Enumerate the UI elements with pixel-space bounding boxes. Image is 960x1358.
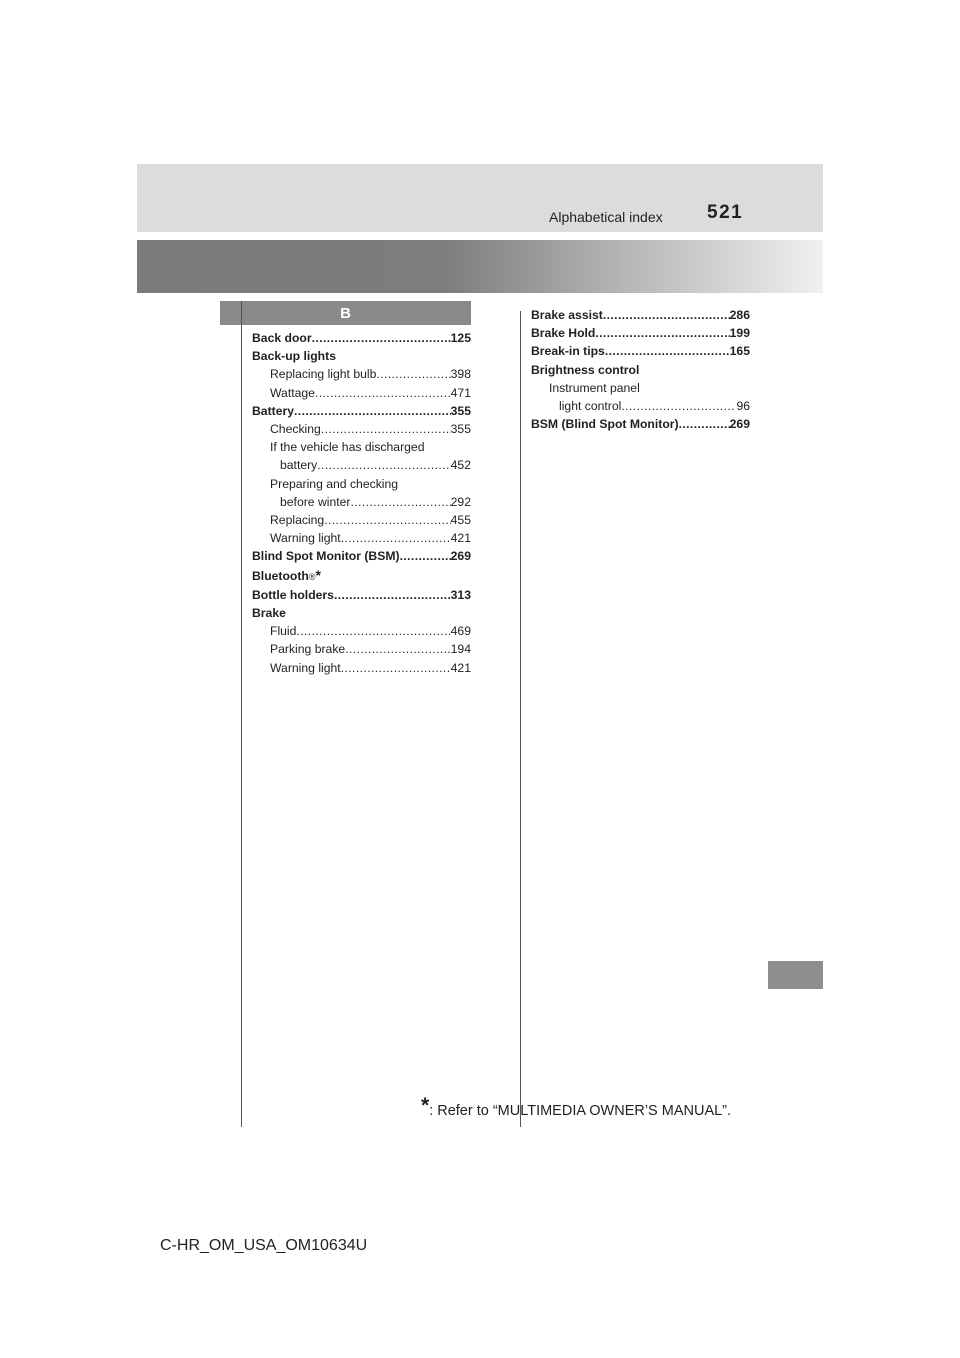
index-entry bbox=[252, 529, 471, 547]
dot-leader bbox=[621, 397, 736, 415]
dot-leader bbox=[294, 402, 451, 420]
index-entry-label: Battery bbox=[252, 403, 294, 418]
index-entry-page: 398 bbox=[450, 367, 471, 382]
index-entry-page: 355 bbox=[450, 403, 471, 418]
index-entry-label: Brightness control bbox=[531, 362, 640, 377]
index-entry-label: Wattage bbox=[270, 385, 315, 400]
index-entry bbox=[252, 640, 471, 658]
document-id: C-HR_OM_USA_OM10634U bbox=[160, 1237, 368, 1254]
dot-leader bbox=[376, 365, 450, 383]
index-entry bbox=[252, 456, 471, 474]
index-entry-page: 292 bbox=[450, 494, 471, 509]
footnote-reference-asterisk: * bbox=[315, 566, 321, 583]
index-entry bbox=[252, 420, 471, 438]
index-entry bbox=[531, 397, 750, 415]
index-entry bbox=[252, 493, 471, 511]
index-entry-page: 165 bbox=[729, 344, 750, 359]
index-entry bbox=[531, 415, 750, 433]
index-entry-label: Bottle holders bbox=[252, 587, 334, 602]
index-entry-label: Brake bbox=[252, 606, 286, 621]
index-letter: B bbox=[340, 304, 351, 322]
index-entry-page: 286 bbox=[729, 308, 750, 322]
gradient-bar bbox=[137, 240, 823, 293]
dot-leader bbox=[334, 586, 451, 604]
index-entry-page: 421 bbox=[450, 660, 471, 675]
index-entry bbox=[531, 342, 750, 360]
index-entry-page: 471 bbox=[450, 385, 471, 400]
index-entry-page: 452 bbox=[450, 458, 471, 473]
index-entry bbox=[531, 379, 750, 397]
dot-leader bbox=[350, 493, 450, 511]
index-entry-label: If the vehicle has discharged bbox=[270, 440, 425, 455]
dot-leader bbox=[324, 511, 450, 529]
section-title: Alphabetical index bbox=[549, 209, 663, 225]
index-entry-label: Checking bbox=[270, 422, 321, 437]
dot-leader bbox=[605, 342, 730, 360]
index-entry-page: 269 bbox=[729, 417, 750, 432]
index-entry-label: Warning light bbox=[270, 660, 341, 675]
index-entry bbox=[252, 566, 471, 586]
dot-leader bbox=[312, 329, 451, 347]
dot-leader bbox=[341, 659, 451, 677]
index-entry-page: 313 bbox=[450, 587, 471, 602]
index-entry-label: BSM (Blind Spot Monitor) bbox=[531, 417, 679, 432]
index-entry bbox=[252, 365, 471, 383]
index-entry bbox=[252, 604, 471, 622]
index-entry-label: Bluetooth bbox=[252, 568, 309, 583]
index-entry-page: 469 bbox=[450, 624, 471, 639]
index-entry bbox=[252, 475, 471, 493]
dot-leader bbox=[345, 640, 450, 658]
dot-leader bbox=[315, 384, 451, 402]
index-entry-label: Blind Spot Monitor (BSM) bbox=[252, 549, 400, 564]
index-entry bbox=[252, 586, 471, 604]
dot-leader bbox=[317, 456, 450, 474]
index-entry-label: battery bbox=[280, 458, 318, 473]
index-column-right bbox=[531, 306, 750, 433]
index-entry-label: Replacing light bulb bbox=[270, 367, 377, 382]
index-entry-page: 455 bbox=[450, 513, 471, 528]
index-entry-page: 421 bbox=[450, 531, 471, 546]
index-entry-label: Fluid bbox=[270, 624, 297, 639]
index-entry bbox=[252, 622, 471, 640]
center-divider-line bbox=[520, 311, 521, 1127]
index-entry-page: 194 bbox=[450, 642, 471, 657]
footnote bbox=[421, 1094, 731, 1119]
index-entry bbox=[252, 438, 471, 456]
index-entry-label: Brake Hold bbox=[531, 326, 596, 341]
index-entry-label: Preparing and checking bbox=[270, 476, 399, 491]
index-entry-label: Instrument panel bbox=[549, 380, 640, 395]
index-column-left bbox=[252, 329, 471, 677]
index-entry-label: Back door bbox=[252, 331, 312, 345]
index-entry bbox=[252, 402, 471, 420]
dot-leader bbox=[679, 415, 730, 433]
dot-leader bbox=[341, 529, 451, 547]
dot-leader bbox=[400, 547, 451, 565]
chapter-side-tab bbox=[768, 961, 823, 989]
index-letter-tab bbox=[220, 301, 471, 325]
footnote-asterisk: * bbox=[421, 1094, 430, 1117]
index-entry-label: Brake assist bbox=[531, 308, 603, 322]
dot-leader bbox=[321, 420, 451, 438]
index-entry bbox=[252, 547, 471, 565]
index-entry-page: 125 bbox=[450, 331, 471, 345]
index-entry bbox=[531, 361, 750, 379]
index-entry-label: light control bbox=[559, 399, 622, 414]
registered-trademark-mark: ® bbox=[308, 571, 316, 582]
index-entry-label: Warning light bbox=[270, 531, 341, 546]
index-entry-label: Parking brake bbox=[270, 642, 346, 657]
index-entry bbox=[252, 384, 471, 402]
index-entry-label: before winter bbox=[280, 494, 351, 509]
index-entry bbox=[531, 306, 750, 324]
index-entry-page: 269 bbox=[450, 549, 471, 564]
index-entry bbox=[531, 324, 750, 342]
index-entry-label: Replacing bbox=[270, 513, 325, 528]
index-entry bbox=[252, 347, 471, 365]
index-entry-page: 96 bbox=[736, 399, 750, 414]
index-entry-label: Back-up lights bbox=[252, 349, 336, 364]
page-number: 521 bbox=[707, 202, 744, 223]
index-entry bbox=[252, 659, 471, 677]
dot-leader bbox=[595, 324, 729, 342]
dot-leader bbox=[296, 622, 450, 640]
index-entry-label: Break-in tips bbox=[531, 344, 605, 359]
index-entry bbox=[252, 329, 471, 347]
index-entry-page: 355 bbox=[450, 422, 471, 437]
index-entry bbox=[252, 511, 471, 529]
left-divider-line bbox=[241, 301, 242, 1127]
dot-leader bbox=[603, 306, 730, 324]
index-entry-page: 199 bbox=[729, 326, 750, 341]
footnote-text: : Refer to “MULTIMEDIA OWNER’S MANUAL”. bbox=[429, 1103, 732, 1119]
